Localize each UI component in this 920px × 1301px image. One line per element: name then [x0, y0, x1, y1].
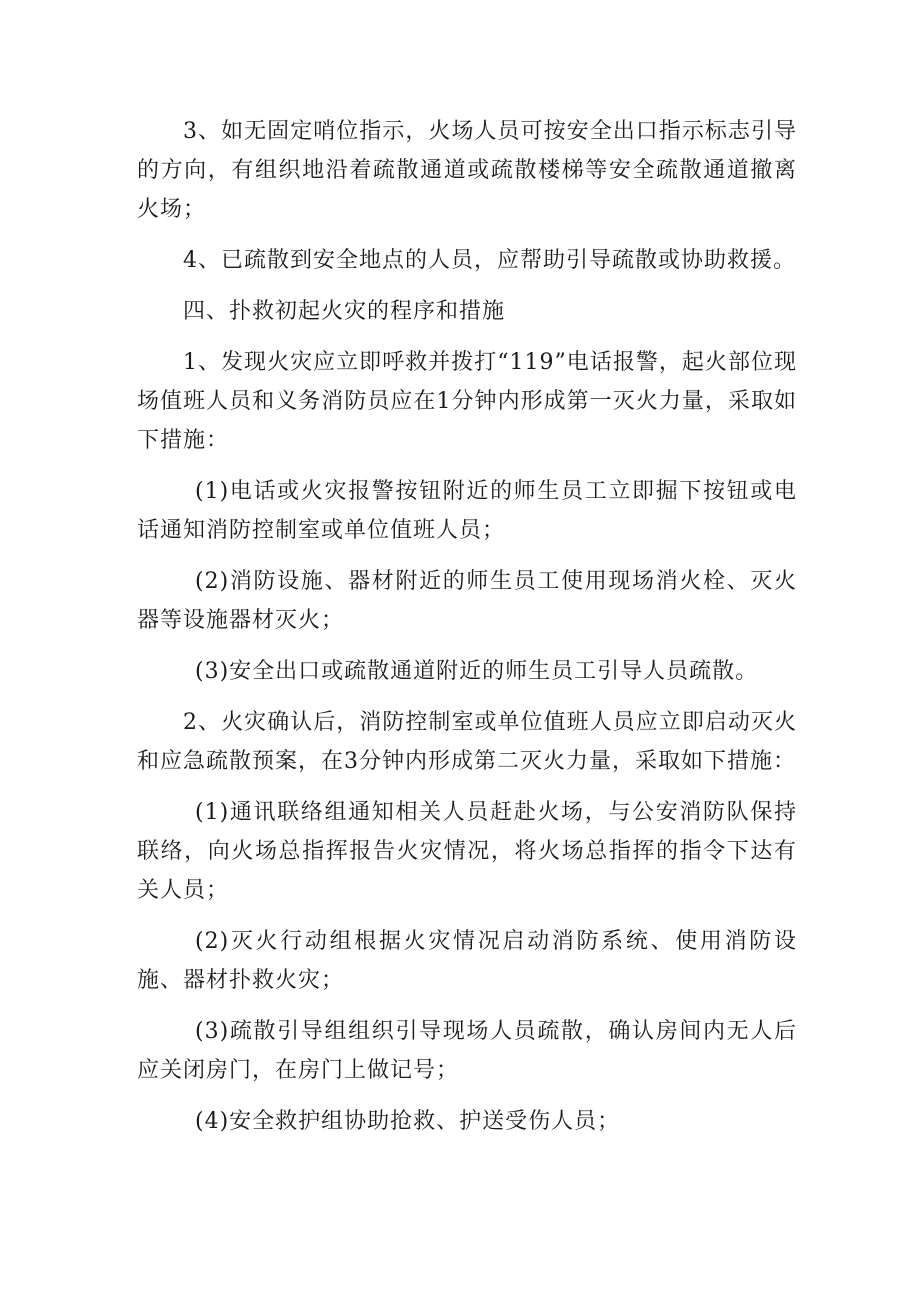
paragraph-substep-2-2: (2)灭火行动组根据火灾情况启动消防系统、使用消防设施、器材扑救火灾；	[137, 929, 797, 993]
paragraph-step-2: 2、火灾确认后，消防控制室或单位值班人员应立即启动灭火和应急疏散预案，在3分钟内形成第二灭火力量，采取如下措施：	[137, 710, 797, 774]
paragraph-substep-1-1: (1)电话或火灾报警按钮附近的师生员工立即掘下按钮或电话通知消防控制室或单位值班人员；	[137, 479, 797, 543]
paragraph-substep-2-1: (1)通讯联络组通知相关人员赶赴火场，与公安消防队保持联络，向火场总指挥报告火灾情况，将火场总指挥的指令下达有关人员；	[137, 800, 797, 903]
paragraph-substep-1-3: (3)安全出口或疏散通道附近的师生员工引导人员疏散。	[195, 659, 759, 684]
paragraph-substep-1-2: (2)消防设施、器材附近的师生员工使用现场消火栓、灭火器等设施器材灭火；	[137, 569, 797, 633]
paragraph-substep-2-4: (4)安全救护组协助抢救、护送受伤人员；	[195, 1109, 621, 1134]
paragraph-step-1: 1、发现火灾应立即呼救并拨打“119”电话报警，起火部位现场值班人员和义务消防员应在1分钟内形成第一灭火力量，采取如下措施：	[137, 350, 797, 453]
document-body	[137, 112, 797, 1153]
paragraph-substep-2-3: (3)疏散引导组组织引导现场人员疏散，确认房间内无人后应关闭房门，在房门上做记号；	[137, 1019, 797, 1083]
paragraph-item-4: 4、已疏散到安全地点的人员，应帮助引导疏散或协助救援。	[183, 248, 796, 273]
section-heading-4: 四、扑救初起火灾的程序和措施	[183, 299, 506, 324]
paragraph-item-3: 3、如无固定哨位指示，火场人员可按安全出口指示标志引导的方向，有组织地沿着疏散通道或疏散楼梯等安全疏散通道撤离火场；	[137, 119, 797, 222]
